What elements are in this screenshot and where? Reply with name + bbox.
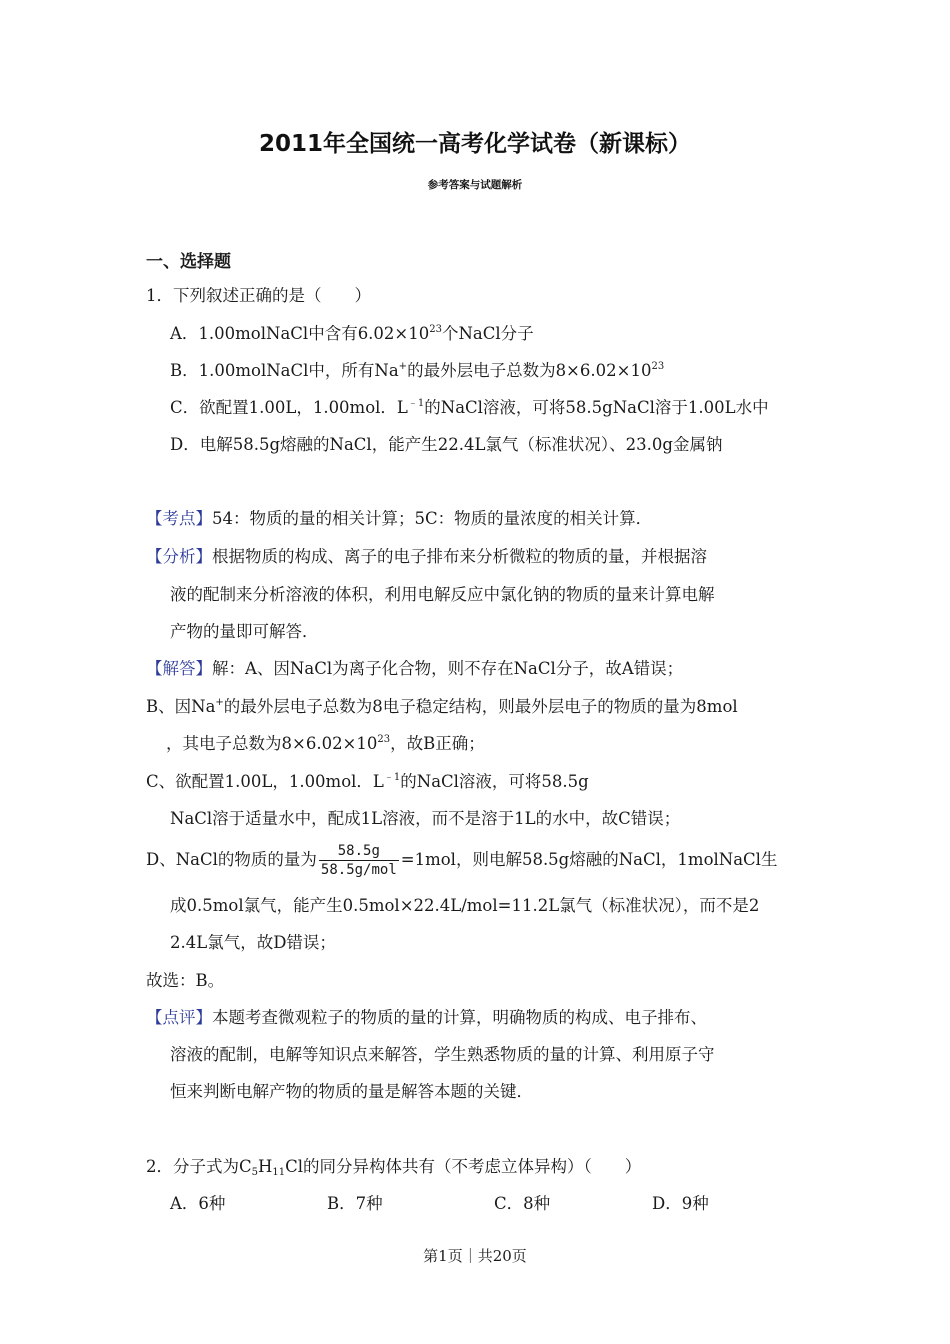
question-1-option-a: A．1.00molNaCl中含有$6.02\times 10^{23}$个NaCl分子 <box>170 324 534 343</box>
jieda-tag: 【解答】 <box>146 659 212 678</box>
question-2-option-d: D．9种 <box>652 1194 709 1213</box>
fenxi-line-1: 【分析】根据物质的构成、离子的电子排布来分析微粒的物质的量，并根据溶 <box>146 547 707 566</box>
dianping-tag: 【点评】 <box>146 1008 212 1027</box>
jieda-line-c2: NaCl溶于适量水中，配成1L溶液，而不是溶于1L的水中，故C错误； <box>170 809 681 828</box>
dianping-line-1: 【点评】本题考查微观粒子的物质的量的计算，明确物质的构成、电子排布、 <box>146 1008 707 1027</box>
question-1-option-b: B．1.00molNaCl中，所有Na+的最外层电子总数为$8\times 6.02\times 10^{23}$ <box>170 361 665 380</box>
jieda-line-1: 【解答】解：A、因NaCl为离子化合物，则不存在NaCl分子，故A错误； <box>146 659 684 678</box>
question-1-stem: 1．下列叙述正确的是（ ） <box>146 286 371 305</box>
jieda-line-b: B、因Na+的最外层电子总数为8电子稳定结构，则最外层电子的物质的量为8mol <box>146 697 738 716</box>
page-footer: 第1页｜共20页 <box>423 1247 527 1265</box>
dianping-line-3: 恒来判断电解产物的物质的量是解答本题的关键． <box>170 1082 533 1101</box>
question-2-option-c: C．8种 <box>494 1194 551 1213</box>
page-title: 2011年全国统一高考化学试卷（新课标） <box>258 131 691 157</box>
kaodian-tag: 【考点】 <box>146 509 212 528</box>
kaodian-line: 【考点】54：物质的量的相关计算；5C：物质的量浓度的相关计算． <box>146 509 653 528</box>
fenxi-line-2: 液的配制来分析溶液的体积，利用电解反应中氯化钠的物质的量来计算电解 <box>170 585 715 604</box>
fraction-denominator: 58.5g/mol <box>320 862 397 878</box>
section-heading: 一、选择题 <box>146 252 231 272</box>
page-subtitle: 参考答案与试题解析 <box>427 179 523 191</box>
jieda-line-d: D、NaCl的物质的量为 $\frac{58.5g}{\text{58.5g/mol}}$ =1mol，则电解58.5g熔融的NaCl，1molNaCl生 <box>146 843 778 878</box>
fraction-numerator: 58.5g <box>319 842 399 861</box>
question-2-option-b: B．7种 <box>327 1194 383 1213</box>
question-1-option-d: D．电解58.5g熔融的NaCl，能产生22.4L氯气（标准状况）、23.0g金属钠 <box>170 435 723 454</box>
answer-choice: 故选：B。 <box>146 971 225 990</box>
jieda-line-d3: 2.4L氯气，故D错误； <box>170 933 336 952</box>
jieda-line-c: C、欲配置1.00L，1.00mol．$L^{﹣1}$的NaCl溶液，可将58.5g <box>146 772 589 791</box>
fenxi-tag: 【分析】 <box>146 547 212 566</box>
fraction <box>319 842 399 879</box>
jieda-line-b2: ，其电子总数为$8\times 6.02\times 10^{23}$，故B正确； <box>166 734 485 753</box>
jieda-line-d2: 成0.5mol氯气，能产生0.5mol×22.4L/mol=11.2L氯气（标准状况），而不是2 <box>170 896 760 915</box>
fenxi-line-3: 产物的量即可解答． <box>170 622 319 641</box>
question-2-option-a: A．6种 <box>170 1194 226 1213</box>
question-2-stem: 2．分子式为$C_5H_{11}Cl$的同分异构体共有（不考虑立体异构）（ ） <box>146 1157 642 1178</box>
dianping-line-2: 溶液的配制，电解等知识点来解答，学生熟悉物质的量的计算、利用原子守 <box>170 1045 715 1064</box>
question-1-option-c: C．欲配置1.00L，1.00mol．$L^{﹣1}$的NaCl溶液，可将58.5gNaCl溶于1.00L水中 <box>170 398 769 417</box>
